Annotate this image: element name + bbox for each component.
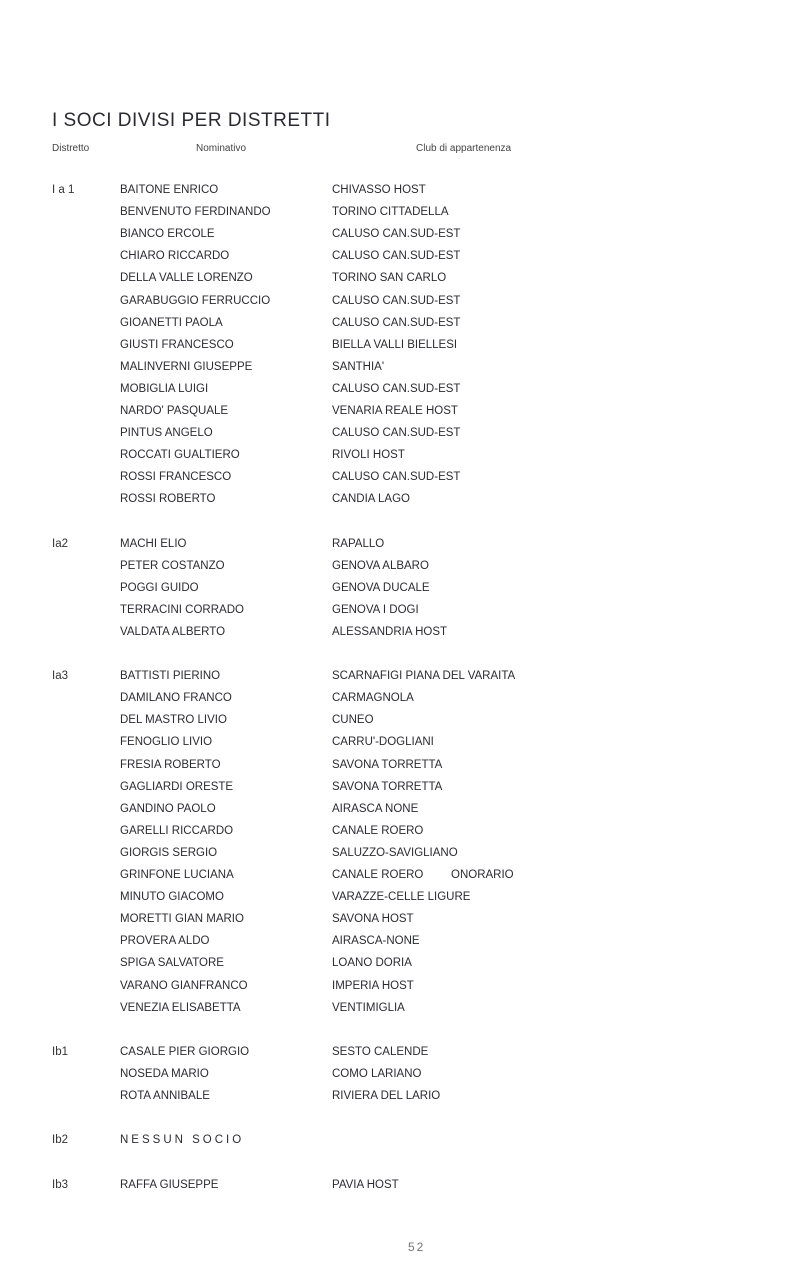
member-name: MOBIGLIA LUIGI: [120, 382, 209, 395]
member-name: ROSSI ROBERTO: [120, 493, 216, 506]
member-club: RIVIERA DEL LARIO: [332, 1090, 441, 1103]
member-name: VENEZIA ELISABETTA: [120, 1001, 241, 1014]
member-name: FRESIA ROBERTO: [120, 758, 221, 771]
member-row: [0, 361, 800, 383]
member-club: RIVOLI HOST: [332, 449, 405, 462]
member-row: [0, 582, 800, 604]
page-title: I SOCI DIVISI PER DISTRETTI: [52, 110, 331, 131]
district-code: Ib1: [52, 1045, 68, 1058]
member-club: SCARNAFIGI PIANA DEL VARAITA: [332, 670, 516, 683]
member-club: LOANO DORIA: [332, 957, 412, 970]
member-club: VENTIMIGLIA: [332, 1001, 405, 1014]
member-name: VARANO GIANFRANCO: [120, 979, 248, 992]
member-name: MINUTO GIACOMO: [120, 891, 224, 904]
member-name: PROVERA ALDO: [120, 935, 210, 948]
member-name: MACHI ELIO: [120, 537, 187, 550]
member-row: [0, 405, 800, 427]
member-name: GANDINO PAOLO: [120, 802, 216, 815]
member-name: BIANCO ERCOLE: [120, 228, 215, 241]
member-row: [0, 493, 800, 515]
member-name: MORETTI GIAN MARIO: [120, 913, 244, 926]
member-club: TORINO CITTADELLA: [332, 206, 449, 219]
member-name: ROTA ANNIBALE: [120, 1090, 210, 1103]
member-row: [0, 449, 800, 471]
member-row: [0, 759, 800, 781]
district-code: Ib3: [52, 1178, 68, 1191]
member-club: VENARIA REALE HOST: [332, 405, 458, 417]
member-name: BATTISTI PIERINO: [120, 670, 221, 683]
member-name: FENOGLIO LIVIO: [120, 736, 213, 749]
member-name: GARELLI RICCARDO: [120, 824, 234, 837]
district-code: Ib2: [52, 1134, 68, 1147]
member-club: BIELLA VALLI BIELLESI: [332, 338, 458, 351]
member-row: [0, 891, 800, 913]
member-row: [0, 1179, 800, 1201]
header-name: Nominativo: [196, 143, 247, 154]
member-club: CALUSO CAN.SUD-EST: [332, 427, 461, 440]
member-club: CARRU'-DOGLIANI: [332, 736, 434, 749]
member-row: [0, 714, 800, 736]
member-club: ALESSANDRIA HOST: [332, 625, 448, 638]
member-club: CALUSO CAN.SUD-EST: [332, 250, 461, 263]
member-name: GAGLIARDI ORESTE: [120, 780, 234, 793]
member-name: NESSUN SOCIO: [120, 1134, 245, 1147]
member-row: [0, 1068, 800, 1090]
member-name: GIORGIS SERGIO: [120, 846, 218, 859]
member-name: CASALE PIER GIORGIO: [120, 1045, 250, 1058]
member-row: [0, 670, 800, 692]
member-name: BENVENUTO FERDINANDO: [120, 206, 271, 219]
member-row: [0, 626, 800, 648]
member-row: [0, 935, 800, 957]
member-row: [0, 957, 800, 979]
member-name: MALINVERNI GIUSEPPE: [120, 360, 253, 373]
member-row: [0, 317, 800, 339]
member-row: [0, 869, 800, 891]
member-name: DELLA VALLE LORENZO: [120, 272, 253, 285]
member-row: [0, 980, 800, 1002]
member-name: NOSEDA MARIO: [120, 1067, 209, 1080]
member-name: VALDATA ALBERTO: [120, 625, 226, 638]
member-name: GRINFONE LUCIANA: [120, 869, 234, 882]
member-row: [0, 560, 800, 582]
member-club: CALUSO CAN.SUD-EST: [332, 316, 461, 329]
district-code: Ia2: [52, 537, 68, 550]
member-row: [0, 736, 800, 758]
member-club: CHIVASSO HOST: [332, 184, 426, 196]
member-row: [0, 1090, 800, 1112]
member-name: GIUSTI FRANCESCO: [120, 338, 234, 351]
member-club: GENOVA ALBARO: [332, 559, 429, 572]
member-row: [0, 339, 800, 361]
member-club: GENOVA I DOGI: [332, 603, 419, 616]
district-code: Ia3: [52, 670, 68, 683]
member-name: NARDO' PASQUALE: [120, 405, 229, 417]
member-row: [0, 1134, 800, 1156]
member-club: VARAZZE-CELLE LIGURE: [332, 891, 471, 904]
member-row: [0, 1002, 800, 1024]
member-row: [0, 206, 800, 228]
member-club: AIRASCA-NONE: [332, 935, 420, 948]
member-club: AIRASCA NONE: [332, 802, 419, 815]
member-row: [0, 803, 800, 825]
member-name: ROCCATI GUALTIERO: [120, 449, 240, 462]
member-club: SALUZZO-SAVIGLIANO: [332, 846, 458, 859]
member-name: PINTUS ANGELO: [120, 427, 213, 440]
member-club: RAPALLO: [332, 537, 385, 550]
member-row: [0, 847, 800, 869]
member-row: [0, 471, 800, 493]
member-club: PAVIA HOST: [332, 1178, 399, 1191]
member-row: [0, 250, 800, 272]
member-row: [0, 692, 800, 714]
member-row: [0, 1046, 800, 1068]
member-club: SANTHIA': [332, 360, 385, 373]
member-club: CARMAGNOLA: [332, 692, 414, 705]
member-name: DEL MASTRO LIVIO: [120, 714, 227, 727]
member-note: ONORARIO: [451, 869, 514, 882]
header-district: Distretto: [52, 143, 90, 154]
member-club: CALUSO CAN.SUD-EST: [332, 382, 461, 395]
member-name: BAITONE ENRICO: [120, 184, 219, 196]
member-row: [0, 825, 800, 847]
member-club: COMO LARIANO: [332, 1067, 422, 1080]
member-club: TORINO SAN CARLO: [332, 272, 447, 285]
member-name: RAFFA GIUSEPPE: [120, 1178, 219, 1191]
member-name: GARABUGGIO FERRUCCIO: [120, 294, 271, 307]
member-row: [0, 272, 800, 294]
member-club: GENOVA DUCALE: [332, 581, 430, 594]
member-club: CANALE ROERO: [332, 869, 424, 882]
member-club: CALUSO CAN.SUD-EST: [332, 471, 461, 484]
member-club: CALUSO CAN.SUD-EST: [332, 228, 461, 241]
member-club: SAVONA HOST: [332, 913, 414, 926]
member-row: [0, 383, 800, 405]
member-name: CHIARO RICCARDO: [120, 250, 230, 263]
member-row: [0, 913, 800, 935]
member-club: CANDIA LAGO: [332, 493, 410, 506]
member-club: CALUSO CAN.SUD-EST: [332, 294, 461, 307]
member-name: SPIGA SALVATORE: [120, 957, 224, 970]
member-row: [0, 604, 800, 626]
member-club: SAVONA TORRETTA: [332, 758, 443, 771]
member-name: POGGI GUIDO: [120, 581, 199, 594]
member-name: DAMILANO FRANCO: [120, 692, 232, 705]
member-club: CANALE ROERO: [332, 824, 424, 837]
page-number: 52: [408, 1240, 426, 1254]
member-club: CUNEO: [332, 714, 374, 727]
district-code: I a 1: [52, 184, 75, 196]
member-row: [0, 427, 800, 449]
member-row: [0, 184, 800, 206]
member-club: SESTO CALENDE: [332, 1045, 429, 1058]
header-club: Club di appartenenza: [416, 143, 512, 154]
member-row: [0, 295, 800, 317]
member-row: [0, 538, 800, 560]
member-name: TERRACINI CORRADO: [120, 603, 244, 616]
member-name: ROSSI FRANCESCO: [120, 471, 232, 484]
member-club: IMPERIA HOST: [332, 979, 414, 992]
member-row: [0, 781, 800, 803]
member-name: PETER COSTANZO: [120, 559, 225, 572]
member-name: GIOANETTI PAOLA: [120, 316, 223, 329]
member-club: SAVONA TORRETTA: [332, 780, 443, 793]
member-row: [0, 228, 800, 250]
